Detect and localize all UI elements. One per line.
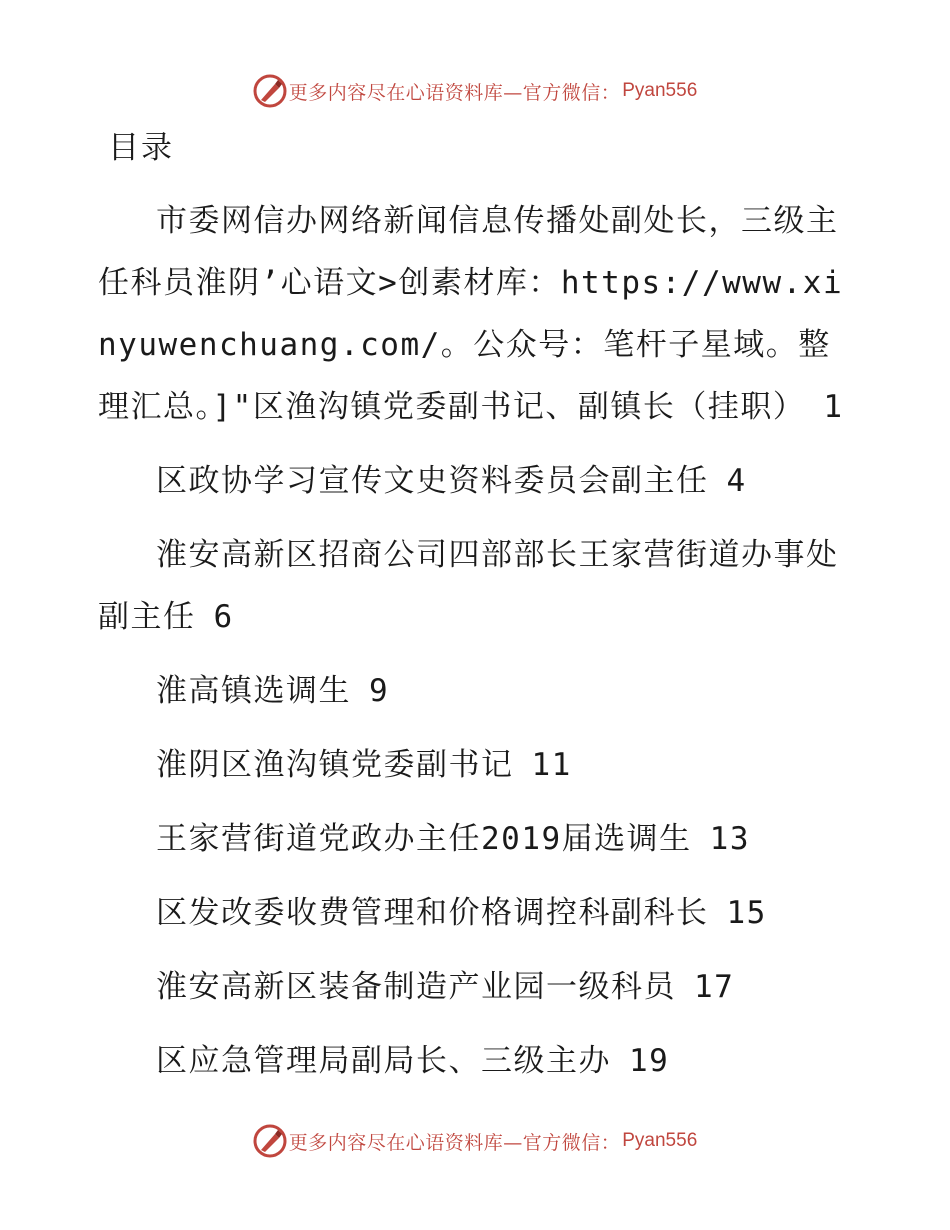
toc-entry-text: 区政协学习宣传文史资料委员会副主任: [156, 463, 709, 499]
toc-entry[interactable]: [98, 524, 848, 648]
toc-entry[interactable]: [98, 1030, 848, 1092]
toc-entry-text: 淮高镇选调生: [156, 673, 351, 709]
toc-entry-text: 区应急管理局副局长、三级主办: [156, 1043, 611, 1079]
toc-entry-page: 11: [531, 747, 572, 783]
toc-entry-page: 13: [709, 821, 750, 857]
toc-entry[interactable]: [98, 450, 848, 512]
toc-entry-page: 6: [213, 599, 234, 635]
toc-entry-page: 1: [823, 389, 844, 425]
toc-entry-page: 19: [629, 1043, 670, 1079]
toc-entry-page: 15: [726, 895, 767, 931]
toc-entry-text: 市委网信办网络新闻信息传播处副处长，三级主任科员淮阴’心语文>创素材库：https://www.xinyuwenchuang.com/。公众号：笔杆子星域。整理汇总。]"区渔沟镇党委副书记、副镇长（挂职）: [98, 203, 844, 425]
toc-entry-text: 区发改委收费管理和价格调控科副科长: [156, 895, 709, 931]
toc-list: [98, 190, 848, 1104]
pen-logo-icon: [253, 1124, 287, 1158]
watermark-handle: Pyan556: [622, 1130, 698, 1151]
toc-entry-text: 淮阴区渔沟镇党委副书记: [156, 747, 514, 783]
toc-entry[interactable]: [98, 660, 848, 722]
watermark-handle: Pyan556: [622, 80, 698, 101]
toc-entry[interactable]: [98, 882, 848, 944]
watermark-text: 更多内容尽在心语资料库—官方微信：: [288, 81, 621, 104]
toc-entry-page: 4: [726, 463, 747, 499]
toc-entry[interactable]: [98, 808, 848, 870]
toc-entry-text: 王家营街道党政办主任2019届选调生: [156, 821, 692, 857]
toc-entry[interactable]: [98, 734, 848, 796]
toc-title: 目录: [108, 130, 174, 166]
watermark-header: [0, 71, 950, 111]
toc-entry-text: 淮安高新区招商公司四部部长王家营街道办事处副主任: [98, 537, 839, 635]
toc-entry-page: 9: [369, 673, 390, 709]
toc-entry[interactable]: [98, 956, 848, 1018]
toc-entry-text: 淮安高新区装备制造产业园一级科员: [156, 969, 676, 1005]
pen-logo-icon: [253, 74, 287, 108]
watermark-text: 更多内容尽在心语资料库—官方微信：: [288, 1131, 621, 1154]
toc-entry[interactable]: [98, 190, 848, 438]
toc-entry-page: 17: [694, 969, 735, 1005]
watermark-footer: [0, 1121, 950, 1161]
